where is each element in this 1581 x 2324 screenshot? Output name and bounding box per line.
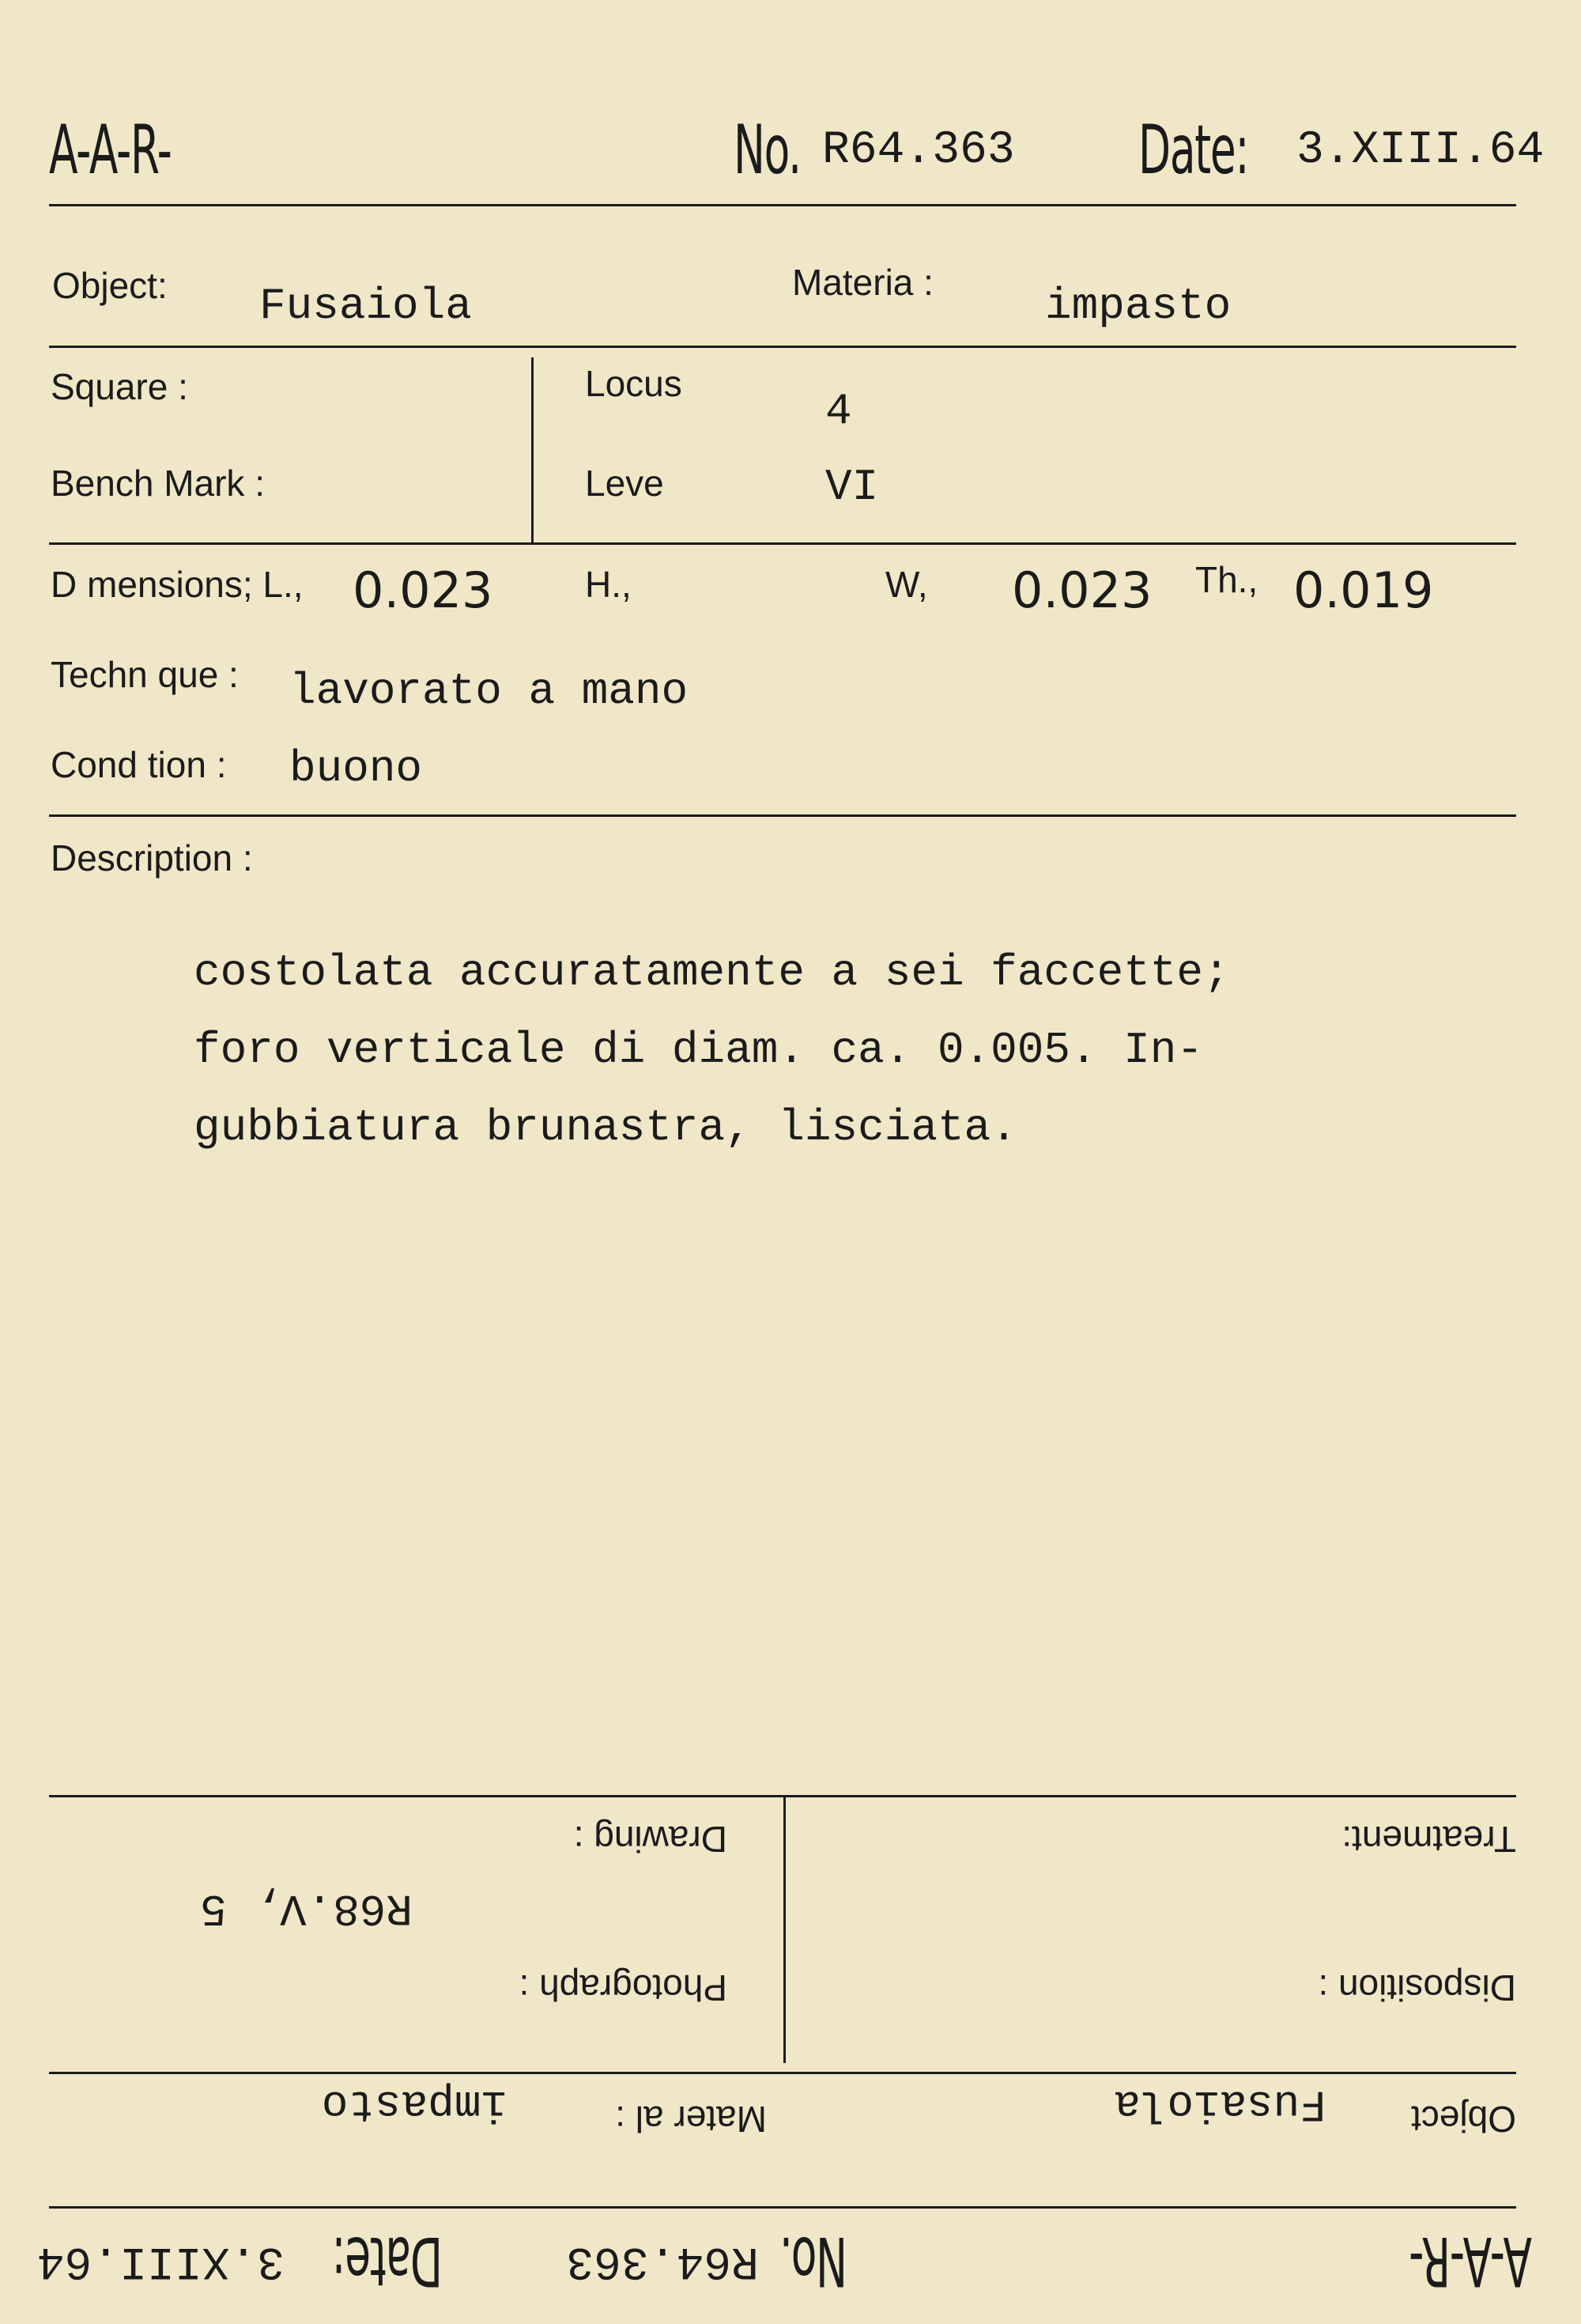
treatment-label: Treatment: (1341, 1819, 1516, 1860)
material-value: impasto (321, 2079, 508, 2129)
object-value: Fusaiola (259, 281, 472, 331)
description-line: costolata accuratamente a sei faccette; (194, 947, 1230, 998)
photograph-label: Photograph : (519, 1967, 727, 2008)
number-label: No. (734, 111, 801, 190)
object-label: Object (1411, 2099, 1516, 2140)
description-label: Description : (51, 837, 253, 879)
divider (49, 542, 1516, 545)
description-line: gubbiatura brunastra, lisciata. (194, 1102, 1017, 1153)
material-label: Materia : (792, 262, 934, 303)
photo-value: R68.V, 5 (200, 1883, 413, 1933)
divider (49, 1795, 1516, 1797)
locus-value: 4 (825, 386, 852, 436)
object-value: Fusaiola (1114, 2079, 1326, 2129)
width-value: 0.023 (1012, 561, 1153, 619)
technique-label: Techn que : (51, 654, 239, 695)
condition-label: Cond tion : (51, 744, 227, 785)
bench-mark-label: Bench Mark : (51, 463, 265, 504)
divider (49, 2206, 1516, 2209)
thickness-label: Th., (1195, 559, 1258, 600)
level-label: Leve (585, 463, 664, 504)
org-code: A-A-R- (49, 111, 172, 190)
material-label: Mater al : (615, 2099, 767, 2140)
technique-value: lavorato a mano (289, 666, 689, 716)
number-label: No. (780, 2221, 847, 2300)
divider (49, 346, 1516, 348)
date-value: 3.XIII.64 (36, 2235, 285, 2286)
condition-value: buono (289, 743, 423, 794)
number-value: R64.363 (566, 2235, 759, 2286)
disposition-label: Disposition : (1318, 1967, 1516, 2008)
date-value: 3.XIII.64 (1296, 125, 1545, 176)
org-code: A-A-R- (1409, 2221, 1532, 2300)
description-line: foro verticale di diam. ca. 0.005. In- (194, 1025, 1204, 1075)
divider (49, 814, 1516, 817)
thickness-value: 0.019 (1293, 561, 1434, 619)
drawing-label: Drawing : (573, 1819, 727, 1860)
width-label: W, (885, 564, 928, 605)
material-value: impasto (1045, 281, 1232, 331)
divider (49, 204, 1516, 206)
level-value: VI (825, 462, 879, 512)
object-label: Object: (52, 265, 168, 306)
date-label: Date: (332, 2221, 443, 2300)
height-label: H., (585, 564, 632, 605)
date-label: Date: (1138, 111, 1249, 190)
inverted-footer (0, 1696, 1581, 2324)
length-value: 0.023 (353, 561, 493, 619)
locus-label: Locus (585, 363, 682, 404)
dimensions-label: D mensions; L., (51, 564, 304, 605)
divider (783, 1797, 786, 2063)
divider (49, 2072, 1516, 2074)
divider (531, 357, 534, 544)
number-value: R64.363 (822, 125, 1015, 176)
square-label: Square : (51, 366, 188, 407)
